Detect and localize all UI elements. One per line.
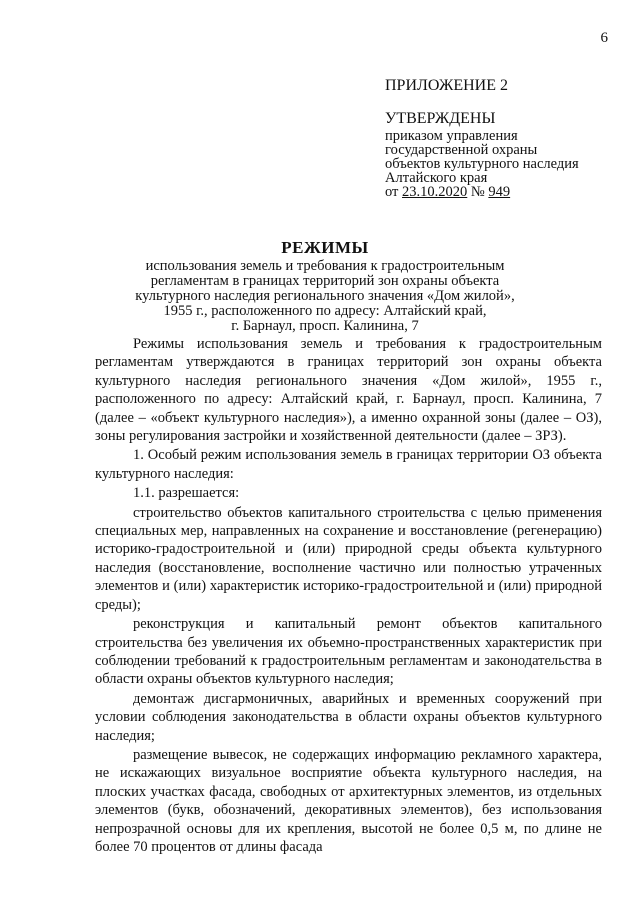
paragraph: демонтаж дисгармоничных, аварийных и временных сооружений при условии соблюдения законодательства в области охраны объектов культурного наследия;	[95, 690, 602, 744]
title-line: регламентам в границах территорий зон охраны объекта	[150, 273, 500, 289]
title-line: 1955 г., расположенного по адресу: Алтайский край,	[163, 303, 487, 319]
title-line: использования земель и требования к градостроительным	[145, 258, 505, 274]
paragraph: Режимы использования земель и требования к градостроительным регламентам утверждаются в границах территорий зон охраны объекта культурного наследия регионального значения «Дом жилой», 1955 г., расположенного по адресу: Алтайский край, г. Барнаул, просп. Калинина, 7 (далее – «объект культурного наследия»), а именно охранной зоны (далее – ОЗ), зоны регулирования застройки и хозяйственной деятельности (далее – ЗРЗ).	[95, 336, 602, 445]
document-title-block	[110, 238, 540, 334]
paragraph: строительство объектов капитального строительства с целью применения специальных мер, направленных на сохранение и восстановление (регенерацию) историко-градостроительной и (или) природной среды объекта культурного наследия (восстановление, восполнение частично или полностью утраченных элементов и (или) характеристик историко-градостроительной и (или) природной среды);	[95, 504, 602, 613]
paragraph: реконструкция и капитальный ремонт объектов капитального строительства без увеличения их объемно-пространственных характеристик при соблюдении требований к градостроительным регламентам и законодательства в области охраны объектов культурного наследия;	[95, 616, 602, 688]
document-title: РЕЖИМЫ	[281, 238, 369, 257]
approval-block	[385, 110, 579, 199]
date-prefix: от	[385, 184, 399, 200]
approved-title: УТВЕРЖДЕНЫ	[385, 110, 496, 127]
appendix-label: ПРИЛОЖЕНИЕ 2	[385, 77, 509, 94]
paragraph: размещение вывесок, не содержащих информацию рекламного характера, не искажающих визуальное восприятие объекта культурного наследия, на плоских участках фасада, свободных от архитектурных элементов, из отдельных элементов (букв, обозначений, декоративных элементов), без использования непрозрачной основы для их крепления, высотой не более 0,5 м, по длине не более 70 процентов от длины фасада	[95, 746, 602, 855]
approval-line: государственной охраны	[385, 142, 538, 158]
approval-line: объектов культурного наследия	[385, 156, 579, 172]
approval-number: 949	[488, 184, 511, 200]
paragraph: 1. Особый режим использования земель в границах территории ОЗ объекта культурного наследия:	[95, 447, 602, 482]
paragraph: 1.1. разрешается:	[133, 485, 240, 502]
approval-line: приказом управления	[385, 128, 518, 144]
approval-date-line	[385, 185, 579, 199]
title-line: культурного наследия регионального значения «Дом жилой»,	[135, 288, 515, 304]
document-body	[95, 335, 602, 856]
page-number: 6	[600, 30, 608, 46]
number-sign: №	[470, 184, 485, 200]
approval-date: 23.10.2020	[402, 184, 468, 200]
approval-line: Алтайского края	[385, 170, 488, 186]
title-line: г. Барнаул, просп. Калинина, 7	[231, 318, 419, 334]
